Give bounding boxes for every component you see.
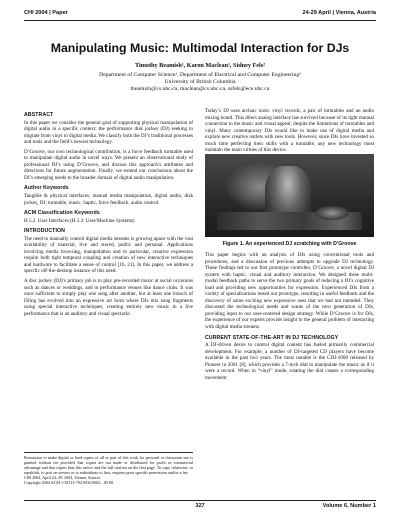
abstract-paragraph-2: D’Groove, our own technological contribution, is a force feedback turntable used to manipulate digital audio in novel ways. We present an observational study of professional DJ’s using D’Groove, and discuss this approach’s attributes and directions for future augmentation. Finally, we extend our conclusions about the DJ’s emerging needs to the broader domain of digital audio manipulation.	[24, 148, 193, 181]
introduction-paragraph-2: A disc jockey (DJ)’s primary job is to play pre-recorded music at social occasions such as dances or weddings, and in performance venues like dance clubs. It was once sufficient to simply play one song after another, but at least one branch of DJing has evolved into an expressive art form where DJs mix song fragments using special interactive techniques, creating entirely new music in a live performance that is an auditory and visual spectacle.	[24, 278, 193, 317]
permission-conference: CHI 2004, April 24–29, 2004, Vienna, Austria.	[24, 475, 101, 481]
header-date-location: 24-29 April | Vienna, Austria	[302, 10, 376, 16]
current-state-heading: CURRENT STATE-OF-THE-ART IN DJ TECHNOLOGY	[205, 334, 339, 341]
left-column	[24, 108, 193, 320]
keywords-text: Tangible & physical interfaces, manual media manipulation, digital audio, disk jockey, DJ, turntable, music, haptic, force feedback, audio control.	[24, 193, 193, 206]
acm-text: H.5.2. User Interfaces (H.1.2: User/Machine Systems)	[24, 217, 135, 224]
volume-label: Volume 6, Number 1	[322, 503, 376, 509]
current-state-paragraph: A DJ-driven desire to control digital content has fueled primarily commercial development. For example, a number of DJ-targeted CD players have become available in the past two years. The most notable is the CDJ-1000 released by Pioneer in 2001 [8], which provides a 7-inch dial to manipulate the music as if it were a record. When in “vinyl” mode, rotating the dial causes a corresponding movement	[205, 342, 374, 381]
acm-heading: ACM Classification Keywords	[24, 210, 100, 217]
introduction-heading: INTRODUCTION	[24, 228, 65, 235]
author-list: Timothy Beamish¹, Karon Maclean¹, Sidney Fels²	[135, 62, 265, 69]
paper-title: Manipulating Music: Multimodal Interaction for DJs	[50, 41, 350, 55]
abstract-heading: ABSTRACT	[24, 112, 54, 118]
introduction-paragraph-1: The need to manually control digital media streams is growing apace with the vast availability of material, live and stored, public and personal. Applications involving media browsing, manipulation and in particular, creative expression require both tight temporal coupling and creation of new interactive techniques and hardware to facilitate a sense of control [16, 21]. In this paper, we address a specific off-the-desktop instance of this need.	[24, 235, 193, 275]
permission-notice	[24, 452, 193, 486]
abstract-paragraph-1: In this paper we consider the general goal of supporting physical manipulation of digital audio in a specific context: the performance disk jockey (DJ) seeking to migrate from vinyl to digital media. We classify both the DJ’s traditional processes and tools and the field’s newest technology.	[24, 119, 193, 146]
right-column-bottom	[205, 252, 374, 384]
header-rule	[24, 20, 376, 21]
figure-dj-photo	[205, 154, 374, 237]
intro-continued-paragraph: Today’s DJ uses archaic tools: vinyl records, a pair of turntables and an audio mixing board. This direct analog interface has survived because of its tight manual connection to the music and visual appeal, despite the limitations of turntables and vinyl. Many contemporary DJs would like to make use of digital media and explore new creative outlets with new tools. However, since DJs have invested so much time perfecting their skills with a turntable, any new technology must maintain the main virtues of this device.	[205, 108, 374, 154]
page-number: 327	[195, 503, 205, 509]
affiliation-emails: tbeamish@cs.ubc.ca, maclean@cs.ubc.ca, ssfels@ece.ubc.ca	[130, 86, 270, 93]
affiliation-university: University of British Columbia	[164, 79, 236, 86]
keywords-heading: Author Keywords	[24, 185, 69, 192]
photo-turntable-platter	[315, 206, 349, 220]
footer-rule	[24, 500, 376, 501]
running-footer	[24, 503, 376, 511]
affiliation-block	[24, 72, 376, 94]
permission-copyright: Copyright 2004 ACM 1-58113-702-8/04/0004…$5.00.	[24, 480, 115, 486]
figure-caption: Figure 1. An experienced DJ scratching with D’Groove	[222, 241, 357, 247]
affiliation-departments: Department of Computer Science¹, Department of Electrical and Computer Engineering²	[99, 72, 301, 78]
overview-paragraph: This paper begins with an analysis of DJs using conventional tools and procedures, and a discussion of previous attempts to upgrade DJ technology. These findings led to our first prototype controller, D’Groove, a novel digital DJ system with haptic, visual and auditory interaction. We designed these multi-modal feedback paths to serve the two primary goals of reducing a DJ’s cognitive load and providing new opportunities for expression. Experienced DJs from a variety of specializations tested our prototype, resulting in useful feedback and the discovery of some exciting new expressive uses that we had not intended. They discussed the technological needs and wants of the next generation of DJs, providing input to our user-centered design strategy. While D’Groove is for DJs, the experience of our experts provide insight to the general problem of interacting with digital media streams.	[205, 252, 374, 331]
permission-text: Permission to make digital or hard copies of all or part of this work for personal or classroom use is granted without fee provided that copies are not made or distributed for profit or commercial advantage and that copies bear this notice and the full citation on the first page. To copy otherwise, or republish, to post on servers or to redistribute to lists, requires prior specific permission and/or a fee.	[24, 455, 193, 476]
header-conference: CHI 2004 | Paper	[24, 10, 68, 16]
right-column-top	[205, 108, 374, 157]
